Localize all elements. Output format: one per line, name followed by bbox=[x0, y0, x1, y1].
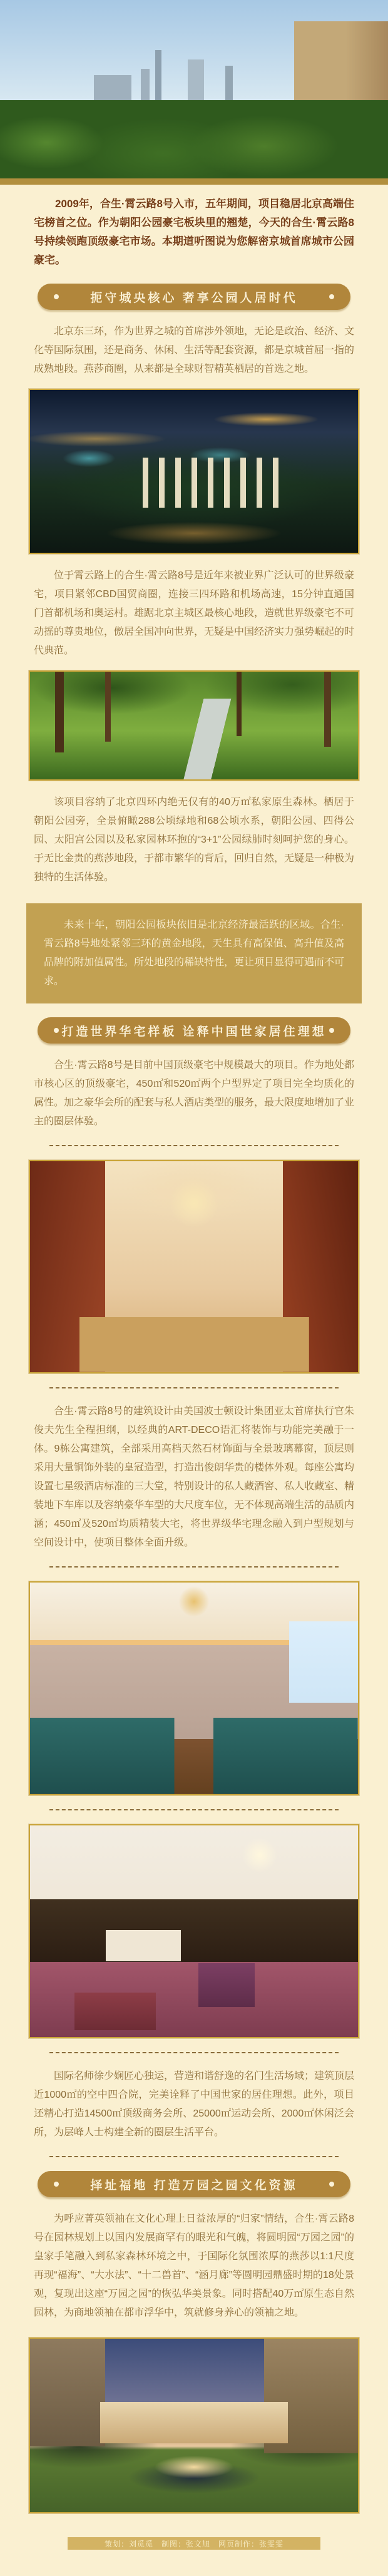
body-paragraph: 合生·霄云路8号的建筑设计由美国波士顿设计集团亚太首席执行官朱俊夫先生全程担纲，以经典的ART-DECO语汇将装饰与功能完美融于一体。9栋公寓建筑，全部采用高档天然石材饰面与全景玻璃幕窗，顶层则采用大量铜饰外装的皇冠造型，打造出俊朗华贵的楼体外观。每座公寓均设置七星级酒店标准的三大堂，特别设计的私人藏酒窖、私人收藏室、精装地下车库以及容纳豪华车型的大尺度车位，无不体现高端生活的品质内涵；450㎡及520㎡均质精装大宅，将世界级华宅理念融入到户型规划与空间设计中，使项目整体全面升级。 bbox=[34, 1406, 355, 1548]
spacer bbox=[0, 660, 388, 670]
body-paragraph: 国际名师徐少娴匠心独运，营造和谐舒逸的名门生活场域；建筑顶层近1000㎡的空中四合院，完美诠释了中国世家的居住理想。此外，项目还精心打造14500㎡顶级商务会所、25000㎡运动会所、2000㎡休闲泛会所，为层峰人士构建全新的圈层生活平台。 bbox=[34, 2071, 355, 2138]
bullet-dot-icon bbox=[329, 294, 334, 299]
bullet-dot-icon bbox=[54, 2182, 59, 2187]
garden-fountain-dusk-photo bbox=[29, 2337, 359, 2513]
dashed-divider bbox=[49, 1809, 339, 1810]
body-paragraph: 该项目容纳了北京四环内绝无仅有的40万㎡私家原生森林。栖居于朝阳公园旁，全景俯瞰288公顷绿地和68公顷水系，朝阳公园、四得公园、太阳宫公园以及私家园林环抱的“3+1”公园绿肺时刻呵护您的身心。于无比金贵的燕莎地段，于都市繁华的背后，回归自然，无疑是一种极为独特的生活体验。 bbox=[34, 797, 355, 883]
body-paragraph: 为呼应菁英领袖在文化心理上日益浓厚的“归家”情结，合生·霄云路8号在园林规划上以国内发展商罕有的眼光和气魄，将圆明园“万园之园”的皇家手笔融入到私家森林环境之中，于国际化氛围浓厚的燕莎以1:1尺度再现“福海”、“大水法”、“十二兽首”、“涵月廊”等圆明园鼎盛时期的18处景观，复现出这座“万园之园”的恢弘华美景象。同时搭配40万㎡原生态自然园林，为商地领袖在都市浮华中，筑就修身养心的领袖之地。 bbox=[34, 2214, 354, 2318]
gold-divider-bar bbox=[0, 178, 388, 185]
spacer bbox=[0, 2322, 388, 2337]
section-header-label: 扼守城央核心 奢享公园人居时代 bbox=[90, 291, 298, 305]
bullet-dot-icon bbox=[54, 1028, 59, 1033]
section-header-label: 择址福地 打造万园之园文化资源 bbox=[90, 2178, 298, 2192]
hero-park-skyline-photo bbox=[0, 0, 388, 178]
section-header-residence bbox=[38, 1017, 350, 1044]
credits-bar: 策划：刘觅觅 制图：张文旭 网页制作：张雯雯 bbox=[68, 2537, 320, 2550]
dashed-divider bbox=[49, 1566, 339, 1568]
section-header-garden bbox=[38, 2171, 350, 2197]
night-aerial-rendering-photo bbox=[29, 389, 359, 554]
spacer bbox=[0, 379, 388, 389]
section-header-label: 打造世界华宅样板 诠释中国世家居住理想 bbox=[61, 1025, 327, 1039]
bullet-dot-icon bbox=[329, 1028, 334, 1033]
bullet-dot-icon bbox=[329, 2182, 334, 2187]
body-paragraph: 位于霄云路上的合生·霄云路8号是近年来被业界广泛认可的世界级豪宅，项目紧邻CBD国贸商圈，连接三四环路和机场高速，15分钟直通国门首都机场和奥运村。雄踞北京主城区最核心地段，造就世界级豪宅不可动摇的尊贵地位，傲居全国冲向世界，无疑是中国经济实力强势崛起的时代典范。 bbox=[34, 570, 355, 656]
body-paragraph: 合生·霄云路8号是目前中国顶级豪宅中规模最大的项目。作为地处都市核心区的顶级豪宅，450㎡和520㎡两个户型界定了项目完全均质化的属性。加之豪华会所的配套与私人酒店类型的服务，最大限度地增加了业主的圈层体验。 bbox=[34, 1060, 355, 1127]
body-paragraph: 北京东三环，作为世界之城的首席涉外领地，无论是政治、经济、文化等国际氛围，还是商务、休闲、生活等配套资源，都是京城首屈一指的成熟地段。燕莎商圈，从来都是全球财智精英栖居的首选之地。 bbox=[34, 326, 355, 374]
dashed-divider bbox=[49, 1387, 339, 1388]
gold-callout-box: 未来十年，朝阳公园板块依旧是北京经济最活跃的区域。合生·霄云路8号地处紧邻三环的黄金地段，天生具有高保值、高升值及高品牌的附加值属性。所处地段的稀缺特性，更让项目显得可遇而不可求。 bbox=[26, 903, 362, 1003]
spacer bbox=[0, 2550, 388, 2576]
living-room-interior-photo bbox=[29, 1581, 359, 1795]
intro-paragraph: 2009年，合生·霄云路8号入市，五年期间，项目稳居北京高端住宅榜首之位。作为朝阳公园豪宅板块里的翘楚，今天的合生·霄云路8号持续领跑顶级豪宅市场。本期道听图说为您解密京城首席城市公园豪宅。 bbox=[34, 198, 354, 266]
elevator-hall-interior-photo bbox=[29, 1160, 359, 1373]
section-header-location bbox=[38, 284, 350, 310]
bullet-dot-icon bbox=[54, 294, 59, 299]
club-lounge-interior-photo bbox=[29, 1824, 359, 2038]
dashed-divider bbox=[49, 2052, 339, 2053]
dashed-divider bbox=[49, 1145, 339, 1146]
park-forest-path-photo bbox=[29, 670, 359, 781]
dashed-divider bbox=[49, 2156, 339, 2157]
